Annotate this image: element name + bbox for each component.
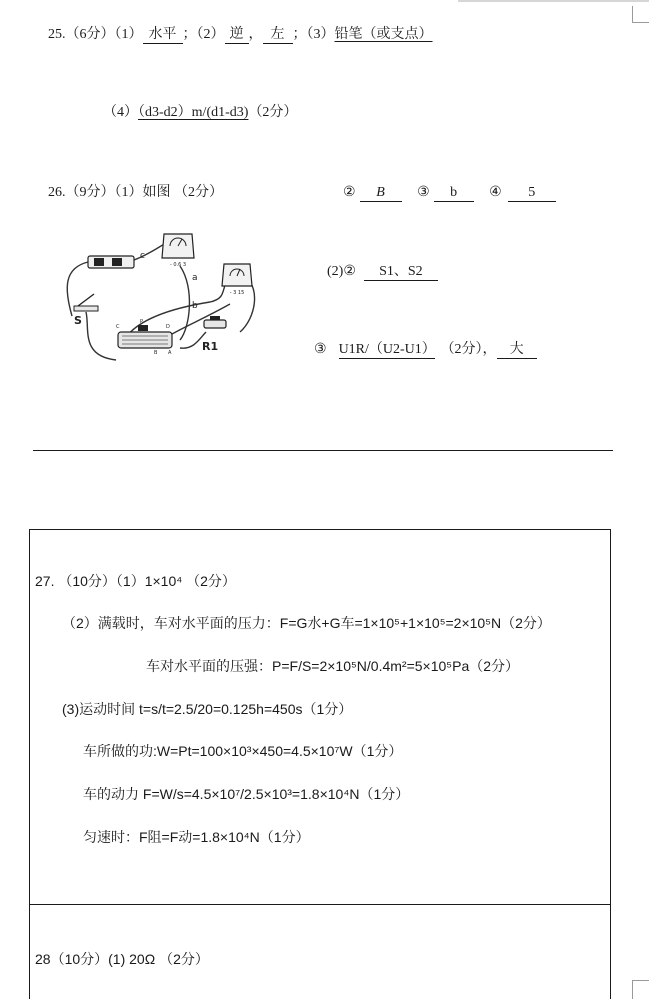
- q28-line1: 28（10分）(1) 20Ω （2分）: [35, 951, 209, 967]
- q26-p3-answer: b: [434, 185, 474, 202]
- q26-part2-answer: S1、S2: [364, 264, 438, 281]
- resistor-r1: [204, 316, 226, 328]
- q25-sep1: ；（2）: [182, 27, 225, 42]
- q25-answer-4: 铅笔（或支点）: [334, 27, 433, 42]
- resistor-label: R1: [202, 340, 219, 353]
- q27-line6: 车的动力 F=W/s=4.5×10⁷/2.5×10³=1.8×10⁴N（1分）: [83, 786, 410, 802]
- q26-part3-label: ③: [314, 342, 327, 357]
- q25-answer-3: 左: [263, 27, 293, 44]
- ammeter-scale: - 0.6 3: [169, 262, 187, 268]
- q26-part3-answer: U1R/（U2-U1）: [338, 342, 436, 357]
- rheostat-label-b: B: [154, 350, 158, 356]
- q26-part3: [314, 341, 537, 359]
- switch: [74, 294, 98, 311]
- q26-answers-row1: [343, 184, 556, 202]
- q25-line1: [48, 26, 433, 44]
- q25-prefix: 25.（6分）（1）: [48, 27, 143, 42]
- top-edge-line: [458, 0, 649, 2]
- q26-part2-label: (2)②: [327, 264, 356, 279]
- q27-line2: （2）满载时，车对水平面的压力：F=G水+G车=1×10⁵+1×10⁵=2×10⁵N（2分）: [62, 615, 551, 631]
- q25-line2: [103, 104, 297, 122]
- q26-p2-answer: B: [360, 185, 402, 202]
- page-corner-mark-top: [632, 6, 649, 23]
- wire-label-a: a: [192, 273, 198, 283]
- q26-head: 26.（9分）（1）如图 （2分）: [48, 185, 223, 200]
- voltmeter-scale: - 3 15: [229, 290, 245, 296]
- q27-line5: 车所做的功:W=Pt=100×10³×450=4.5×10⁷W（1分）: [83, 743, 403, 759]
- q25-line2-score: （2分）: [248, 105, 298, 120]
- q26-part2: [327, 263, 438, 281]
- rheostat-label-p: P: [140, 319, 144, 325]
- q26-p4-answer: 5: [508, 185, 556, 202]
- circuit-diagram: [60, 228, 266, 368]
- q25-answer-1: 水平: [143, 27, 183, 44]
- switch-label: S: [74, 314, 82, 327]
- rheostat-label-a: A: [168, 350, 172, 356]
- q26-p4-label: ④: [489, 185, 502, 200]
- wire-label-b: b: [192, 301, 198, 311]
- section-separator: [33, 450, 613, 451]
- q25-comma: ，: [248, 27, 263, 42]
- q26-p3-label: ③: [417, 185, 430, 200]
- q26-p2-label: ②: [343, 185, 356, 200]
- ammeter: [162, 234, 194, 268]
- q27-line7: 匀速时：F阻=F动=1.8×10⁴N（1分）: [83, 829, 310, 845]
- q26-part3-score: （2分），: [440, 342, 497, 357]
- q25-formula: （d3-d2）m/(d1-d3): [138, 105, 249, 120]
- q26-part3-answer2: 大: [497, 342, 537, 359]
- q25-line2-prefix: （4）: [103, 105, 138, 120]
- q25-answer-2: 逆: [225, 27, 249, 44]
- q27-line4: (3)运动时间 t=s/t=2.5/20=0.125h=450s（1分）: [62, 701, 353, 717]
- q25-sep2: ；（3）: [292, 27, 335, 42]
- rheostat-label-d: D: [166, 324, 170, 330]
- page-corner-mark-bottom: [632, 980, 649, 999]
- battery: [88, 256, 134, 268]
- q27-line1: 27. （10分）（1）1×10⁴ （2分）: [35, 573, 236, 589]
- q27-line3: 车对水平面的压强：P=F/S=2×10⁵N/0.4m²=5×10⁵Pa（2分）: [146, 658, 520, 674]
- voltmeter: [222, 264, 252, 296]
- rheostat-label-c: C: [116, 324, 120, 330]
- wire-label-c: c: [140, 251, 145, 261]
- rheostat: [118, 325, 172, 348]
